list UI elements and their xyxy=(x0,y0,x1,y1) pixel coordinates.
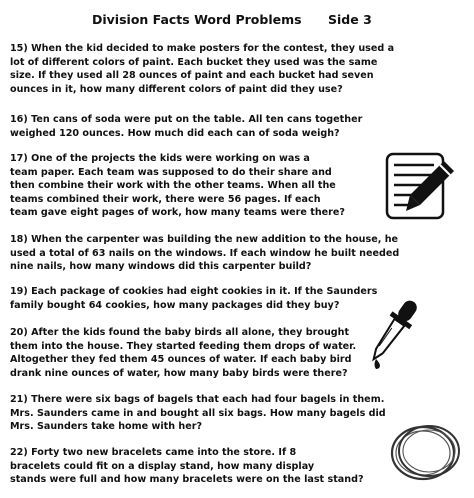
problem-21: 21) There were six bags of bagels that each had four bagels in them. Mrs. Saunders came in and bought all six bags. How many bagels did Mrs. Saunders take home with her? xyxy=(10,394,386,433)
eye-dropper-icon xyxy=(366,293,418,373)
bracelets-icon xyxy=(389,420,463,484)
problem-18: 18) When the carpenter was building the new addition to the house, he used a total of 63 nails on the windows. If each window he built needed nine nails, how many windows did this carpenter build? xyxy=(10,234,400,273)
notepad-pencil-icon xyxy=(384,151,460,223)
problem-15: 15) When the kid decided to make posters for the contest, they used a lot of different colors of paint. Each bucket they used was the same size. If they used all 28 ounces of paint and each bucket had seven ounces in it, how many different colors of paint did they use? xyxy=(10,43,395,95)
page-title: Division Facts Word Problems xyxy=(92,12,302,27)
problem-22: 22) Forty two new bracelets came into the store. If 8 bracelets could fit on a display stand, how many display stands were full and how many bracelets were on the last stand? xyxy=(10,447,364,486)
problem-20: 20) After the kids found the baby birds all alone, they brought them into the house. They started feeding them drops of water. Altogether they fed them 45 ounces of water. If each baby bird drank nine ounces of water, how many baby birds were there? xyxy=(10,327,357,379)
problem-19: 19) Each package of cookies had eight cookies in it. If the Saunders family bought 64 cookies, how many packages did they buy? xyxy=(10,286,378,311)
side-label: Side 3 xyxy=(328,12,372,27)
problem-17: 17) One of the projects the kids were working on was a team paper. Each team was supposed to do their share and then combine their work with the other teams. When all the teams combined their work, there were 56 pages. If each team gave eight pages of work, how many teams were there? xyxy=(10,153,345,219)
problem-16: 16) Ten cans of soda were put on the table. All ten cans together weighed 120 ounces. How much did each can of soda weigh? xyxy=(10,114,363,139)
